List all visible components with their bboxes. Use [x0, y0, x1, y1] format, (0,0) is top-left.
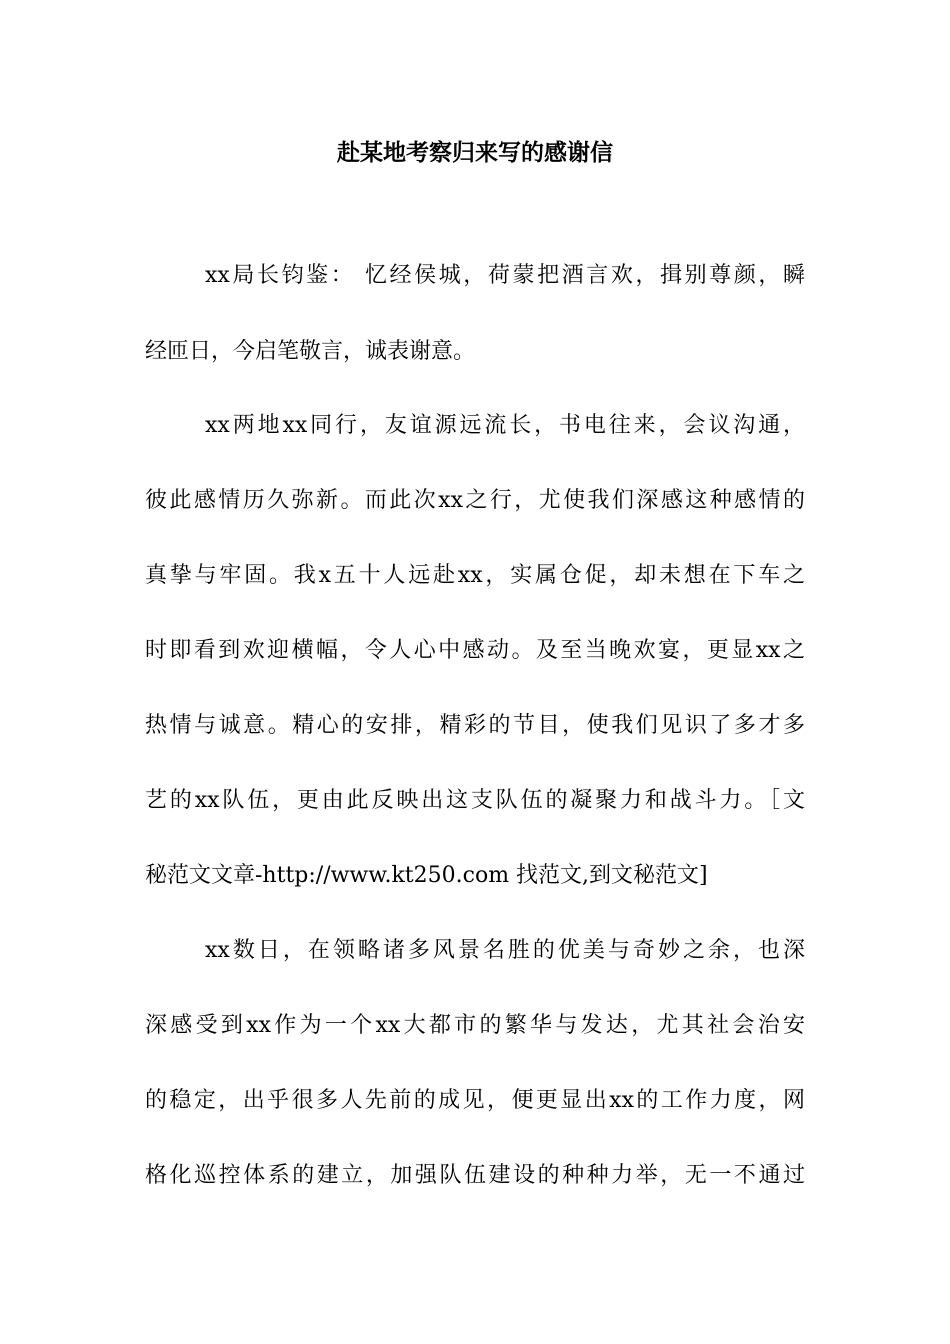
paragraph-3-line-3: 的稳定，出乎很多人先前的成见，便更显出xx的工作力度，网 — [145, 1088, 805, 1113]
paragraph-2-line-2: 彼此感情历久弥新。而此次xx之行，尤使我们深感这种感情的 — [145, 488, 805, 513]
paragraph-2-line-5: 热情与诚意。精心的安排，精彩的节目，使我们见识了多才多 — [145, 713, 805, 738]
paragraph-1-line-2: 经匝日，今启笔敬言，诚表谢意。 — [145, 339, 476, 364]
paragraph-2-line-1: xx两地xx同行，友谊源远流长，书电往来，会议沟通， — [205, 413, 805, 438]
document-title: 赴某地考察归来写的感谢信 — [337, 139, 613, 166]
paragraph-1-line-1: xx局长钧鉴： 忆经侯城，荷蒙把酒言欢，揖别尊颜，瞬 — [205, 263, 805, 288]
paragraph-2-line-7: 秘范文文章-http://www.kt250.com 找范文,到文秘范文] — [145, 863, 708, 888]
paragraph-3-line-2: 深感受到xx作为一个xx大都市的繁华与发达，尤其社会治安 — [145, 1013, 805, 1038]
paragraph-3-line-1: xx数日，在领略诸多风景名胜的优美与奇妙之余，也深 — [205, 938, 805, 963]
paragraph-3-line-4: 格化巡控体系的建立，加强队伍建设的种种力举，无一不通过 — [145, 1163, 805, 1188]
paragraph-2-line-3: 真挚与牢固。我x五十人远赴xx，实属仓促，却未想在下车之 — [145, 563, 805, 588]
paragraph-2-line-6: 艺的xx队伍，更由此反映出这支队伍的凝聚力和战斗力。［文 — [145, 788, 805, 813]
paragraph-2-line-4: 时即看到欢迎横幅，令人心中感动。及至当晚欢宴，更显xx之 — [145, 638, 805, 663]
